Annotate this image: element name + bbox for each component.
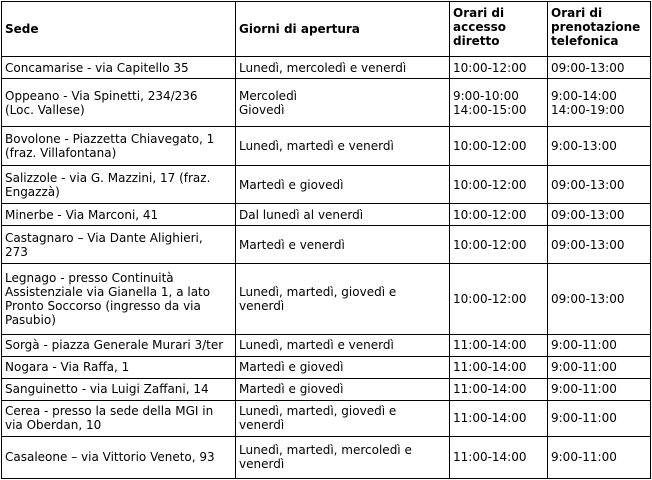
cell-accesso: 10:00-12:00	[450, 127, 548, 166]
cell-sede: Concamarise - via Capitello 35	[2, 57, 236, 79]
cell-giorni: Lunedì, mercoledì e venerdì	[236, 57, 450, 79]
header-row	[2, 2, 651, 57]
header-sede: Sede	[2, 2, 236, 57]
cell-giorni: Lunedì, martedì e venerdì	[236, 334, 450, 356]
table-row	[2, 166, 651, 204]
table-row	[2, 79, 651, 127]
table-row	[2, 400, 651, 436]
table-row	[2, 436, 651, 478]
cell-giorni: Martedì e giovedì	[236, 378, 450, 400]
table-row	[2, 57, 651, 79]
schedule-table	[1, 1, 651, 479]
table-row	[2, 127, 651, 166]
cell-sede: Cerea - presso la sede della MGI in via Oberdan, 10	[2, 400, 236, 436]
cell-prenotazione: 9:00-11:00	[548, 356, 651, 378]
cell-accesso: 11:00-14:00	[450, 400, 548, 436]
header-orari-prenotazione: Orari di prenotazione telefonica	[548, 2, 651, 57]
cell-sede: Nogara - Via Raffa, 1	[2, 356, 236, 378]
cell-giorni: Martedì e giovedì	[236, 356, 450, 378]
cell-accesso: 10:00-12:00	[450, 226, 548, 264]
cell-giorni: Dal lunedì al venerdì	[236, 204, 450, 226]
cell-accesso: 11:00-14:00	[450, 436, 548, 478]
cell-giorni: Mercoledì Giovedì	[236, 79, 450, 127]
cell-prenotazione: 09:00-13:00	[548, 264, 651, 334]
cell-sede: Minerbe - Via Marconi, 41	[2, 204, 236, 226]
cell-sede: Bovolone - Piazzetta Chiavegato, 1 (fraz. Villafontana)	[2, 127, 236, 166]
cell-giorni: Lunedì, martedì, giovedì e venerdì	[236, 264, 450, 334]
cell-sede: Castagnaro – Via Dante Alighieri, 273	[2, 226, 236, 264]
table-row	[2, 204, 651, 226]
cell-accesso: 10:00-12:00	[450, 264, 548, 334]
cell-prenotazione: 09:00-13:00	[548, 166, 651, 204]
header-orari-accesso: Orari di accesso diretto	[450, 2, 548, 57]
cell-prenotazione: 09:00-13:00	[548, 204, 651, 226]
table-row	[2, 226, 651, 264]
cell-prenotazione: 09:00-13:00	[548, 57, 651, 79]
cell-sede: Oppeano - Via Spinetti, 234/236 (Loc. Vallese)	[2, 79, 236, 127]
cell-prenotazione: 09:00-13:00	[548, 226, 651, 264]
cell-accesso: 10:00-12:00	[450, 57, 548, 79]
cell-sede: Sorgà - piazza Generale Murari 3/ter	[2, 334, 236, 356]
cell-accesso: 11:00-14:00	[450, 334, 548, 356]
cell-accesso: 9:00-10:00 14:00-15:00	[450, 79, 548, 127]
table-row	[2, 264, 651, 334]
table-row	[2, 356, 651, 378]
header-giorni-apertura: Giorni di apertura	[236, 2, 450, 57]
cell-sede: Casaleone – via Vittorio Veneto, 93	[2, 436, 236, 478]
cell-accesso: 11:00-14:00	[450, 356, 548, 378]
cell-sede: Legnago - presso Continuità Assistenziale via Gianella 1, a lato Pronto Soccorso (ingresso da via Pasubio)	[2, 264, 236, 334]
cell-prenotazione: 9:00-14:00 14:00-19:00	[548, 79, 651, 127]
table-row	[2, 334, 651, 356]
cell-giorni: Lunedì, martedì e venerdì	[236, 127, 450, 166]
cell-accesso: 11:00-14:00	[450, 378, 548, 400]
cell-giorni: Lunedì, martedì, mercoledì e venerdì	[236, 436, 450, 478]
cell-accesso: 10:00-12:00	[450, 166, 548, 204]
cell-prenotazione: 9:00-13:00	[548, 127, 651, 166]
cell-accesso: 10:00-12:00	[450, 204, 548, 226]
cell-sede: Salizzole - via G. Mazzini, 17 (fraz. Engazzà)	[2, 166, 236, 204]
cell-giorni: Lunedì, martedì, giovedì e venerdì	[236, 400, 450, 436]
table-row	[2, 378, 651, 400]
cell-prenotazione: 9:00-11:00	[548, 378, 651, 400]
cell-sede: Sanguinetto - via Luigi Zaffani, 14	[2, 378, 236, 400]
cell-prenotazione: 9:00-11:00	[548, 400, 651, 436]
cell-giorni: Martedì e venerdì	[236, 226, 450, 264]
cell-prenotazione: 9:00-11:00	[548, 334, 651, 356]
cell-giorni: Martedì e giovedì	[236, 166, 450, 204]
cell-prenotazione: 9:00-11:00	[548, 436, 651, 478]
